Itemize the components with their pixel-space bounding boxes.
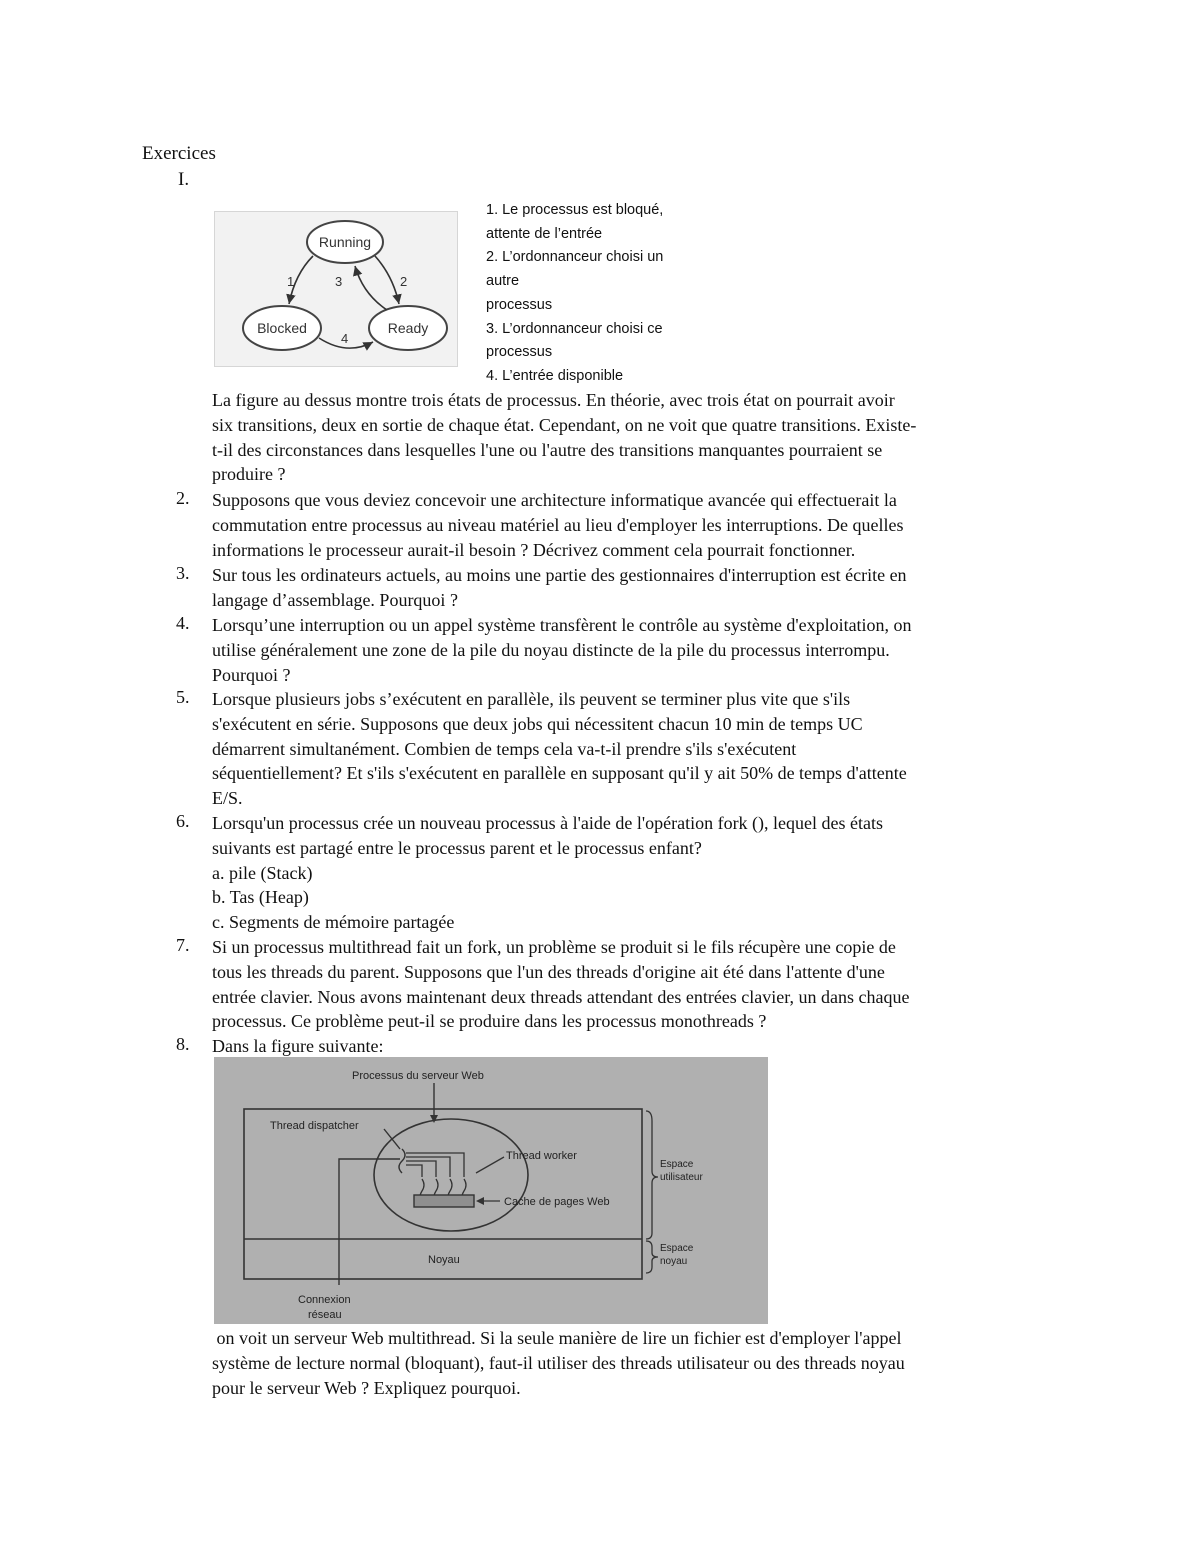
legend-line: 4. L’entrée disponible (486, 367, 624, 384)
exercise-number-1: I. (178, 169, 190, 190)
cache-label: Cache de pages Web (504, 1196, 610, 1208)
text-line: tous les threads du parent. Supposons que l'un des threads d'origine ait été dans l'attente d'une (212, 961, 885, 982)
kernel-space-label: Espace (660, 1243, 694, 1254)
text-line: informations le processeur aurait-il besoin ? Décrivez comment cela pourrait fonctionner. (212, 539, 856, 560)
transition-2-arrow (375, 256, 399, 304)
exercise-number-6: 6. (176, 811, 190, 831)
text-line: Supposons que vous deviez concevoir une architecture informatique avancée qui effectuerait la (212, 490, 897, 510)
exercise-6-text (212, 811, 1062, 935)
exercise-2-text (212, 488, 1062, 562)
exercise-1-text (212, 388, 1062, 487)
text-line: Lorsque plusieurs jobs s’exécutent en parallèle, ils peuvent se terminer plus vite que s'ils (212, 689, 851, 709)
worker-label: Thread worker (506, 1150, 577, 1162)
text-line: langage d’assemblage. Pourquoi ? (212, 589, 458, 610)
web-server-diagram (214, 1057, 768, 1324)
exercise-4-text (212, 613, 1062, 687)
exercise-number-8: 8. (176, 1034, 190, 1054)
text-line: démarrent simultanément. Combien de temps cela va-t-il prendre s'ils s'exécutent (212, 738, 797, 759)
label-ready: Ready (387, 320, 429, 336)
text-line: commutation entre processus au niveau matériel au lieu d'employer les interruptions. De quelles (212, 514, 904, 535)
exercise-number-2: 2. (176, 488, 190, 508)
text-line: Pourquoi ? (212, 664, 291, 685)
kernel-label: Noyau (428, 1254, 460, 1266)
text-line: La figure au dessus montre trois états de processus. En théorie, avec trois état on pourrait avoir (212, 390, 895, 410)
network-label: réseau (308, 1309, 342, 1321)
process-state-diagram (214, 211, 458, 367)
figure1-legend (486, 199, 696, 389)
exercise-number-4: 4. (176, 613, 190, 633)
web-page-cache (414, 1195, 474, 1207)
exercise-7-text (212, 935, 1062, 1034)
transition-4-label: 4 (341, 331, 349, 346)
text-line: t-il des circonstances dans lesquelles l'une ou l'autre des transitions manquantes pourraient se (212, 439, 883, 460)
text-line: Lorsqu’une interruption ou un appel système transfèrent le contrôle au système d'exploitation, on (212, 615, 912, 635)
text-line: processus. Ce problème peut-il se produire dans les processus monothreads ? (212, 1011, 767, 1032)
legend-line: processus (486, 344, 553, 361)
user-space-label: Espace (660, 1159, 694, 1170)
text-line: Lorsqu'un processus crée un nouveau processus à l'aide de l'opération fork (), lequel des états (212, 813, 884, 833)
text-line: suivants est partagé entre le processus parent et le processus enfant? (212, 837, 702, 858)
text-line: s'exécutent en série. Supposons que deux jobs qui nécessitent chacun 10 min de temps UC (212, 713, 863, 734)
legend-line: 2. L’ordonnanceur choisi un (486, 249, 664, 266)
exercise-number-5: 5. (176, 687, 190, 707)
text-line: Sur tous les ordinateurs actuels, au moins une partie des gestionnaires d'interruption est écrite en (212, 565, 907, 585)
network-label: Connexion (298, 1294, 351, 1306)
text-line: on voit un serveur Web multithread. Si la seule manière de lire un fichier est d'employer l'appel (212, 1328, 902, 1348)
exercise-8-text (212, 1034, 1062, 1059)
exercise-number-3: 3. (176, 563, 190, 583)
transition-1-label: 1 (287, 274, 295, 289)
dispatcher-label: Thread dispatcher (270, 1120, 359, 1132)
text-line: système de lecture normal (bloquant), faut-il utiliser des threads utilisateur ou des threads noyau (212, 1352, 905, 1373)
user-space-label: utilisateur (660, 1172, 703, 1183)
exercise-3-text (212, 563, 1062, 613)
legend-line: autre (486, 273, 520, 290)
legend-line: 3. L’ordonnanceur choisi ce (486, 320, 663, 337)
exercise-5-text (212, 687, 1062, 811)
transition-3-arrow (355, 266, 387, 310)
option-c: c. Segments de mémoire partagée (212, 912, 455, 933)
transition-2-label: 2 (400, 274, 408, 289)
option-a: a. pile (Stack) (212, 862, 313, 883)
text-line: utilise généralement une zone de la pile du noyau distincte de la pile du processus interrompu. (212, 639, 890, 660)
label-blocked: Blocked (257, 320, 307, 336)
text-line: Dans la figure suivante: (212, 1036, 384, 1056)
legend-line: processus (486, 296, 553, 313)
exercise-8-continuation (212, 1326, 1062, 1400)
legend-line: attente de l’entrée (486, 225, 603, 242)
text-line: pour le serveur Web ? Expliquez pourquoi. (212, 1377, 521, 1398)
text-line: entrée clavier. Nous avons maintenant deux threads attendant des entrées clavier, un dans chaque (212, 986, 910, 1007)
page-title: Exercices (142, 143, 216, 164)
text-line: Si un processus multithread fait un fork, un problème se produit si le fils récupère une copie de (212, 937, 896, 957)
process-label: Processus du serveur Web (352, 1070, 484, 1082)
kernel-space-label: noyau (660, 1256, 688, 1267)
label-running: Running (318, 234, 372, 250)
option-b: b. Tas (Heap) (212, 887, 309, 908)
transition-3-label: 3 (335, 274, 343, 289)
text-line: E/S. (212, 788, 243, 809)
text-line: produire ? (212, 464, 286, 485)
text-line: six transitions, deux en sortie de chaque état. Cependant, on ne voit que quatre transitions. Existe- (212, 414, 917, 435)
text-line: séquentiellement? Et s'ils s'exécutent en parallèle en supposant qu'il y ait 50% de temps d'attente (212, 763, 907, 784)
legend-line: 1. Le processus est bloqué, (486, 202, 664, 218)
exercise-number-7: 7. (176, 935, 190, 955)
